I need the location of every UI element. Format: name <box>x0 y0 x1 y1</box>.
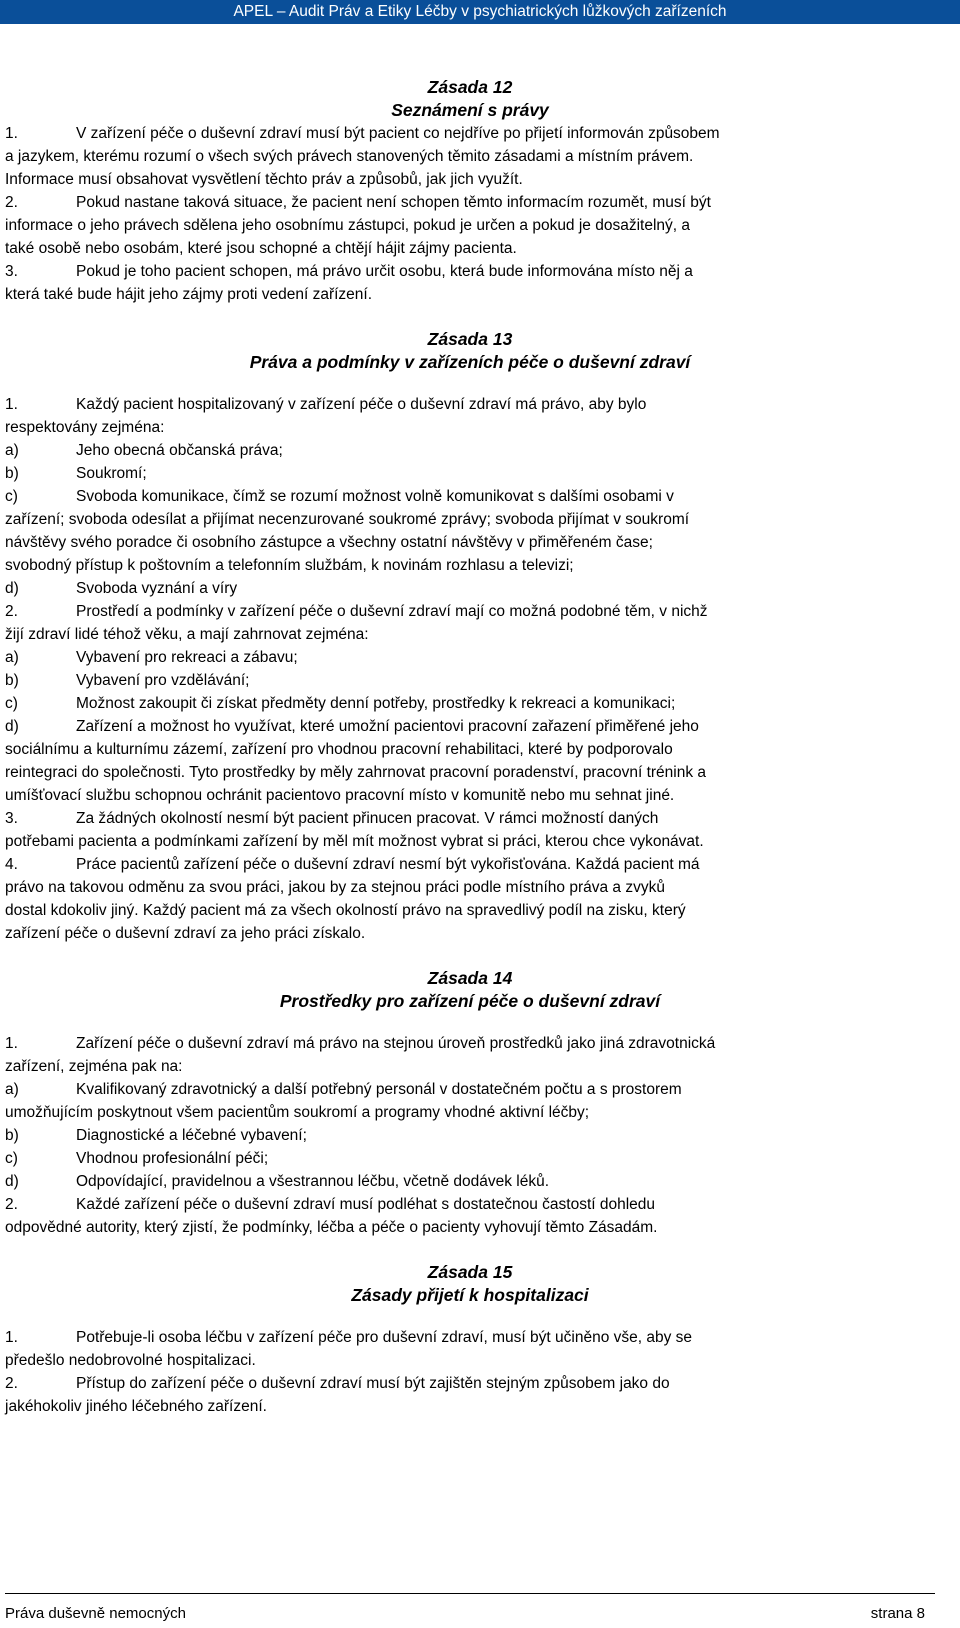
line-text: Prostředí a podmínky v zařízení péče o duševní zdraví mají co možná podobné těm, v nichž <box>76 603 708 620</box>
item-label: 1. <box>5 1329 18 1346</box>
item-label: b) <box>5 1127 19 1144</box>
section-heading <box>5 76 935 122</box>
section-title: Seznámení s právy <box>391 100 549 120</box>
footer-page-number: strana 8 <box>870 1605 925 1622</box>
title-spacer <box>5 1307 935 1326</box>
paragraph-line <box>5 1372 935 1395</box>
item-label: c) <box>5 488 18 505</box>
item-label: b) <box>5 672 19 689</box>
line-text: umíšťovací službu schopnou ochránit pacientovo pracovní místo v komunitě nebo mu sehnat jiné. <box>5 787 675 804</box>
paragraph-line <box>5 214 935 237</box>
section-number: Zásada 13 <box>427 329 513 349</box>
paragraph-line <box>5 260 935 283</box>
line-text: jakéhokoliv jiného léčebného zařízení. <box>5 1398 267 1415</box>
line-text: zařízení péče o duševní zdraví za jeho práci získalo. <box>5 925 366 942</box>
item-label: a) <box>5 1081 19 1098</box>
paragraph-line <box>5 669 935 692</box>
paragraph-line <box>5 439 935 462</box>
item-label: a) <box>5 649 19 666</box>
paragraph-line <box>5 122 935 145</box>
line-text: svobodný přístup k poštovním a telefonním službám, k novinám rozhlasu a televizi; <box>5 557 574 574</box>
paragraph-line <box>5 876 935 899</box>
line-text: žijí zdraví lidé téhož věku, a mají zahrnovat zejména: <box>5 626 369 643</box>
paragraph-line <box>5 646 935 669</box>
paragraph-line <box>5 554 935 577</box>
paragraph-line <box>5 1101 935 1124</box>
line-text: Informace musí obsahovat vysvětlení těchto práv a způsobů, jak jich využít. <box>5 171 523 188</box>
paragraph-line <box>5 1055 935 1078</box>
line-text: dostal kdokoliv jiný. Každý pacient má za všech okolností právo na spravedlivý podíl na zisku, který <box>5 902 686 919</box>
line-text: Za žádných okolností nesmí být pacient přinucen pracovat. V rámci možností daných <box>76 810 659 827</box>
section-heading <box>5 1261 935 1307</box>
line-text: Svoboda komunikace, čímž se rozumí možnost volně komunikovat s dalšími osobami v <box>76 488 674 505</box>
paragraph-line <box>5 784 935 807</box>
line-text: Jeho obecná občanská práva; <box>76 442 283 459</box>
item-label: d) <box>5 718 19 735</box>
line-text: Vybavení pro rekreaci a zábavu; <box>76 649 298 666</box>
line-text: právo na takovou odměnu za svou práci, jakou by za stejnou práci podle místního práva a zvyků <box>5 879 665 896</box>
item-label: 1. <box>5 125 18 142</box>
section-number: Zásada 15 <box>427 1262 513 1282</box>
paragraph-line <box>5 830 935 853</box>
line-text: zařízení, zejména pak na: <box>5 1058 183 1075</box>
section <box>5 967 935 1239</box>
line-text: a jazykem, kterému rozumí o všech svých právech stanovených těmito zásadami a místním právem. <box>5 148 694 165</box>
section-spacer <box>5 945 935 967</box>
line-text: Diagnostické a léčebné vybavení; <box>76 1127 307 1144</box>
document-body <box>5 76 935 1418</box>
paragraph-line <box>5 416 935 439</box>
paragraph-line <box>5 191 935 214</box>
paragraph-line <box>5 761 935 784</box>
title-spacer <box>5 374 935 393</box>
paragraph-line <box>5 145 935 168</box>
page-header <box>0 0 960 24</box>
item-label: d) <box>5 1173 19 1190</box>
paragraph-line <box>5 1032 935 1055</box>
line-text: také osobě nebo osobám, které jsou schopné a chtějí hájit zájmy pacienta. <box>5 240 517 257</box>
section-title: Práva a podmínky v zařízeních péče o duševní zdraví <box>249 352 691 372</box>
line-text: Pokud je toho pacient schopen, má právo určit osobu, která bude informována místo něj a <box>76 263 693 280</box>
line-text: zařízení; svoboda odesílat a přijímat necenzurované soukromé zprávy; svoboda přijímat v soukromí <box>5 511 690 528</box>
line-text: návštěvy svého poradce či osobního zástupce a všechny ostatní návštěvy v přiměřeném čase; <box>5 534 653 551</box>
footer-divider <box>5 1593 935 1594</box>
line-text: Potřebuje-li osoba léčbu v zařízení péče pro duševní zdraví, musí být učiněno vše, aby se <box>76 1329 693 1346</box>
line-text: Každé zařízení péče o duševní zdraví musí podléhat s dostatečnou častostí dohledu <box>76 1196 656 1213</box>
section <box>5 76 935 306</box>
footer-document-name: Práva duševně nemocných <box>5 1605 186 1622</box>
paragraph-line <box>5 1078 935 1101</box>
item-label: d) <box>5 580 19 597</box>
paragraph-line <box>5 692 935 715</box>
paragraph-line <box>5 1170 935 1193</box>
paragraph-line <box>5 600 935 623</box>
section-heading <box>5 967 935 1013</box>
item-label: 3. <box>5 263 18 280</box>
title-spacer <box>5 1013 935 1032</box>
line-text: potřebami pacienta a podmínkami zařízení by měl mít možnost vybrat si práci, kterou chce vykonávat. <box>5 833 704 850</box>
item-label: 1. <box>5 1035 18 1052</box>
line-text: Vhodnou profesionální péči; <box>76 1150 269 1167</box>
paragraph-line <box>5 807 935 830</box>
page-footer <box>0 1593 960 1628</box>
line-text: Kvalifikovaný zdravotnický a další potřebný personál v dostatečném počtu a s prostorem <box>76 1081 682 1098</box>
section-spacer <box>5 306 935 328</box>
paragraph-line <box>5 738 935 761</box>
line-text: Zařízení péče o duševní zdraví má právo na stejnou úroveň prostředků jako jiná zdravotnická <box>76 1035 716 1052</box>
paragraph-line <box>5 853 935 876</box>
line-text: Svoboda vyznání a víry <box>76 580 238 597</box>
paragraph-line <box>5 899 935 922</box>
line-text: umožňujícím poskytnout všem pacientům soukromí a programy vhodné aktivní léčby; <box>5 1104 590 1121</box>
line-text: Pokud nastane taková situace, že pacient není schopen těmto informacím rozumět, musí být <box>76 194 711 211</box>
line-text: Odpovídající, pravidelnou a všestrannou léčbu, včetně dodávek léků. <box>76 1173 550 1190</box>
section-title: Zásady přijetí k hospitalizaci <box>351 1285 589 1305</box>
section-heading <box>5 328 935 374</box>
line-text: odpovědné autority, který zjistí, že podmínky, léčba a péče o pacienty vyhovují těmto Zásadám. <box>5 1219 658 1236</box>
paragraph-line <box>5 1395 935 1418</box>
item-label: 2. <box>5 1375 18 1392</box>
line-text: která také bude hájit jeho zájmy proti vedení zařízení. <box>5 286 373 303</box>
line-text: Soukromí; <box>76 465 147 482</box>
paragraph-line <box>5 237 935 260</box>
paragraph-line <box>5 485 935 508</box>
item-label: 1. <box>5 396 18 413</box>
line-text: respektovány zejména: <box>5 419 165 436</box>
line-text: sociálnímu a kulturnímu zázemí, zařízení pro vhodnou pracovní rehabilitaci, které by podporovalo <box>5 741 673 758</box>
item-label: a) <box>5 442 19 459</box>
paragraph-line <box>5 577 935 600</box>
line-text: Zařízení a možnost ho využívat, které umožní pacientovi pracovní zařazení přiměřené jeho <box>76 718 699 735</box>
item-label: 2. <box>5 603 18 620</box>
item-label: 3. <box>5 810 18 827</box>
paragraph-line <box>5 531 935 554</box>
line-text: Každý pacient hospitalizovaný v zařízení péče o duševní zdraví má právo, aby bylo <box>76 396 647 413</box>
header-title: APEL – Audit Práv a Etiky Léčby v psychiatrických lůžkových zařízeních <box>233 3 727 20</box>
paragraph-line <box>5 168 935 191</box>
paragraph-line <box>5 508 935 531</box>
section <box>5 1261 935 1418</box>
line-text: Práce pacientů zařízení péče o duševní zdraví nesmí být vykořisťována. Každá pacient má <box>76 856 700 873</box>
paragraph-line <box>5 1193 935 1216</box>
item-label: c) <box>5 695 18 712</box>
paragraph-line <box>5 1349 935 1372</box>
line-text: reintegraci do společnosti. Tyto prostředky by měly zahrnovat pracovní poradenství, pracovní trénink a <box>5 764 707 781</box>
line-text: V zařízení péče o duševní zdraví musí být pacient co nejdříve po přijetí informován způsobem <box>76 125 720 142</box>
paragraph-line <box>5 1147 935 1170</box>
paragraph-line <box>5 283 935 306</box>
paragraph-line <box>5 623 935 646</box>
section-number: Zásada 14 <box>427 968 513 988</box>
item-label: 2. <box>5 194 18 211</box>
line-text: informace o jeho právech sdělena jeho osobnímu zástupci, pokud je určen a pokud je dosažitelný, a <box>5 217 691 234</box>
item-label: b) <box>5 465 19 482</box>
line-text: Přístup do zařízení péče o duševní zdraví musí být zajištěn stejným způsobem jako do <box>76 1375 670 1392</box>
section-number: Zásada 12 <box>427 77 513 97</box>
paragraph-line <box>5 715 935 738</box>
section-spacer <box>5 1239 935 1261</box>
paragraph-line <box>5 1124 935 1147</box>
section-title: Prostředky pro zařízení péče o duševní zdraví <box>279 991 661 1011</box>
line-text: předešlo nedobrovolné hospitalizaci. <box>5 1352 256 1369</box>
paragraph-line <box>5 1216 935 1239</box>
paragraph-line <box>5 922 935 945</box>
item-label: 2. <box>5 1196 18 1213</box>
line-text: Možnost zakoupit či získat předměty denní potřeby, prostředky k rekreaci a komunikaci; <box>76 695 676 712</box>
paragraph-line <box>5 462 935 485</box>
section <box>5 328 935 945</box>
paragraph-line <box>5 393 935 416</box>
item-label: c) <box>5 1150 18 1167</box>
item-label: 4. <box>5 856 18 873</box>
line-text: Vybavení pro vzdělávání; <box>76 672 250 689</box>
paragraph-line <box>5 1326 935 1349</box>
